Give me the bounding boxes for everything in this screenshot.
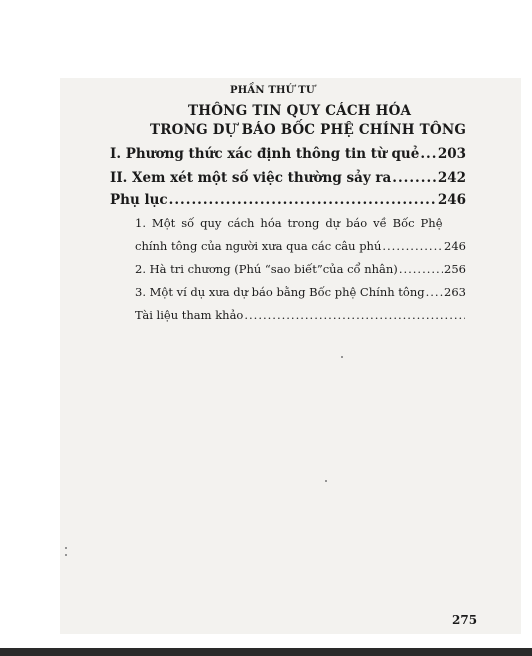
toc-entry-page: 203 xyxy=(437,146,466,162)
toc-subentry[interactable] xyxy=(135,308,466,322)
toc-entry-text: Phụ lục xyxy=(110,192,168,208)
page-number: 275 xyxy=(452,613,478,627)
scan-bottom-edge xyxy=(0,648,532,656)
toc-leader-dots xyxy=(392,170,437,186)
scan-speck xyxy=(65,554,67,556)
toc-entry-text: I. Phương thức xác định thông tin từ quẻ xyxy=(110,146,420,162)
toc-entry[interactable] xyxy=(110,170,466,186)
section-title-line-1: THÔNG TIN QUY CÁCH HÓA xyxy=(188,103,412,119)
toc-subentry-page: 246 xyxy=(444,239,466,253)
toc-leader-dots xyxy=(399,262,443,276)
toc-subentry-text: Tài liệu tham khảo xyxy=(135,308,244,322)
toc-subentry-line[interactable]: 1. Một số quy cách hóa trong dự báo về Bốc Phệ xyxy=(135,216,443,230)
toc-entry[interactable] xyxy=(110,146,466,162)
toc-entry[interactable] xyxy=(110,192,466,208)
toc-subentry-text: 3. Một ví dụ xưa dự báo bằng Bốc phệ Chính tông xyxy=(135,285,425,299)
toc-subentry-text: 2. Hà tri chương (Phú “sao biết”của cổ nhân) xyxy=(135,262,398,276)
toc-leader-dots xyxy=(244,308,465,322)
toc-entry-text: II. Xem xét một số việc thường sảy ra xyxy=(110,170,392,186)
toc-subentry[interactable] xyxy=(135,285,466,299)
toc-entry-page: 242 xyxy=(437,170,466,186)
toc-subentry-page: 256 xyxy=(444,262,466,276)
toc-leader-dots xyxy=(382,239,443,253)
toc-subentry-page: 263 xyxy=(444,285,466,299)
scan-speck xyxy=(341,356,343,358)
scan-speck xyxy=(325,480,327,482)
toc-leader-dots xyxy=(420,146,436,162)
toc-leader-dots xyxy=(426,285,443,299)
toc-entry-page: 246 xyxy=(437,192,466,208)
toc-subentry[interactable] xyxy=(135,239,466,253)
scan-speck xyxy=(65,547,67,549)
toc-subentry-text: chính tông của người xưa qua các câu phú xyxy=(135,239,382,253)
section-title-line-2: TRONG DỰ BÁO BỐC PHỆ CHÍNH TÔNG xyxy=(150,122,467,138)
part-label: PHẦN THỨ TƯ xyxy=(230,85,315,96)
toc-subentry[interactable] xyxy=(135,262,466,276)
toc-leader-dots xyxy=(169,192,437,208)
